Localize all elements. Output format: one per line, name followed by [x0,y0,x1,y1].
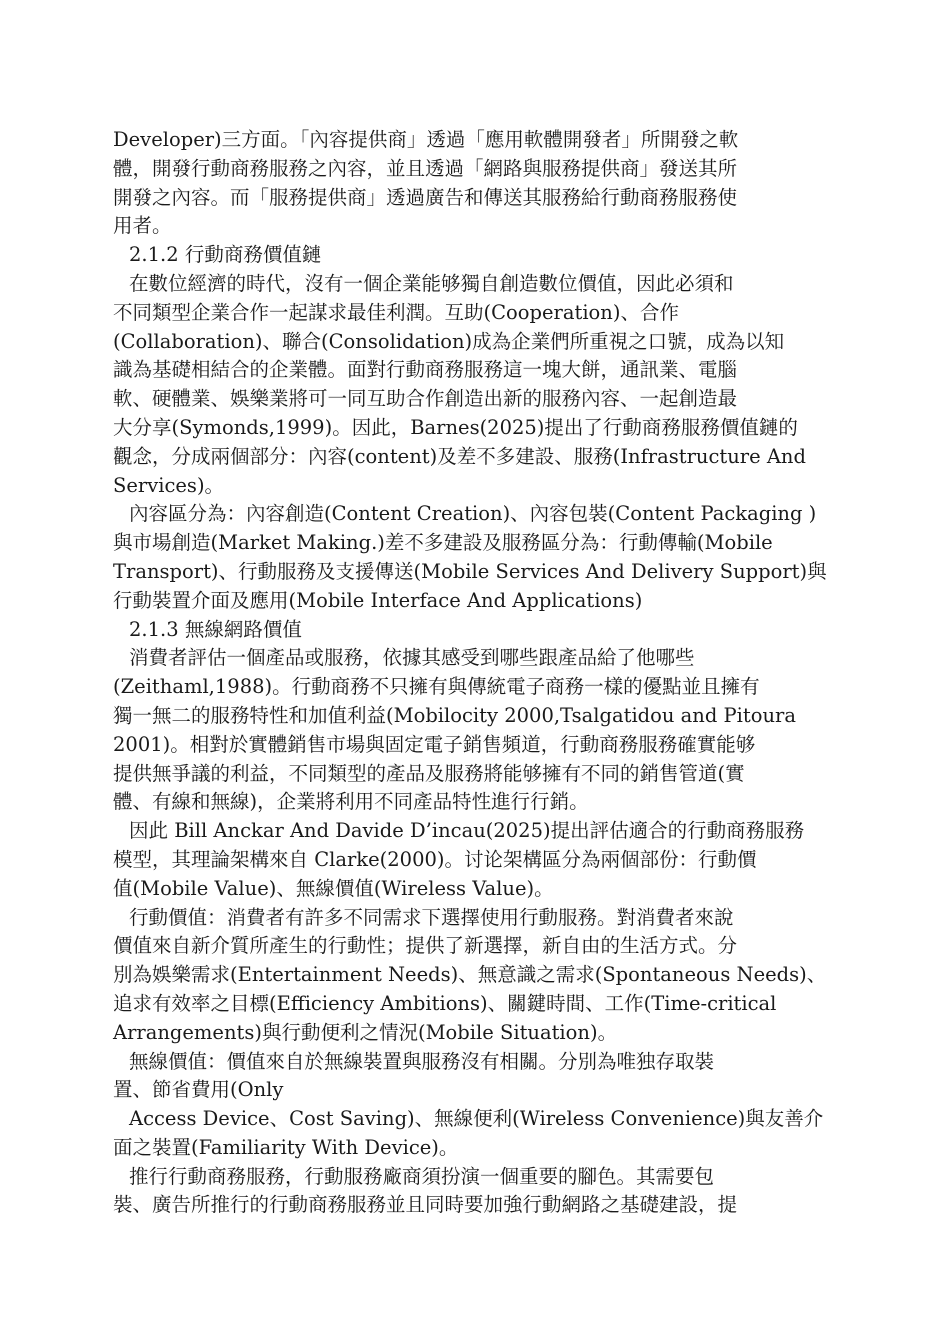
text-line: 模型，其理論架構來自 Clarke(2000)。讨论架構區分為兩個部份：行動價 [113,847,757,871]
text-line: 推行行動商務服務，行動服務廠商須扮演一個重要的腳色。其需要包 [129,1164,715,1188]
text-line: 與市場創造(Market Making.)差不多建設及服務區分為：行動傳輸(Mobile [113,531,773,555]
text-line: 獨一無二的服務特性和加值利益(Mobilocity 2000,Tsalgatidou and Pitoura [113,703,796,727]
text-line: 2.1.3 無線網路價值 [129,617,302,641]
text-line: 提供無爭議的利益，不同類型的產品及服務將能够擁有不同的銷售管道(實 [113,761,745,785]
text-line: 大分享(Symonds,1999)。因此，Barnes(2025)提出了行動商務服務價值鏈的 [113,415,798,439]
text-line: 行動裝置介面及應用(Mobile Interface And Applications) [113,588,643,612]
text-line: 體、有線和無線)，企業將利用不同產品特性進行行銷。 [113,790,589,814]
text-line: 因此 Bill Anckar And Davide D’incau(2025)提出評估適合的行動商務服務 [129,819,805,843]
document-body [113,126,838,1220]
text-line: 2.1.2 行動商務價值鏈 [129,243,322,267]
text-line: 體，開發行動商務服務之內容，並且透過「網路與服務提供商」發送其所 [113,156,738,180]
text-line: 不同類型企業合作一起謀求最佳利潤。互助(Cooperation)、合作 [113,300,679,324]
text-line: Arrangements)與行動便利之情況(Mobile Situation)。 [113,1020,618,1044]
text-line: 面之裝置(Familiarity With Device)。 [113,1135,459,1159]
text-line: 軟、硬體業、娛樂業將可一同互助合作創造出新的服務內容、一起創造最 [113,387,738,411]
text-line: 置、節省費用(Only [113,1078,284,1102]
text-line: 追求有效率之目標(Efficiency Ambitions)、關鍵時間、工作(Time-critical [113,991,777,1015]
text-line: 行動價值：消費者有許多不同需求下選擇使用行動服務。對消費者來說 [129,905,734,929]
text-line: 用者。 [113,214,172,238]
text-line: Access Device、Cost Saving)、無線便利(Wireless Convenience)與友善介 [129,1107,824,1131]
text-line: 消費者評估一個產品或服務，依據其感受到哪些跟產品給了他哪些 [129,646,695,670]
text-line: 2001)。相對於實體銷售市場與固定電子銷售頻道，行動商務服務確實能够 [113,732,756,756]
text-line: 觀念，分成兩個部分：內容(content)及差不多建設、服務(Infrastructure And [113,444,806,468]
text-line: Transport)、行動服務及支援傳送(Mobile Services And Delivery Support)與 [113,559,827,583]
text-line: 價值來自新介質所產生的行動性；提供了新選擇，新自由的生活方式。分 [113,934,738,958]
text-line: Services)。 [113,473,225,497]
text-line: Developer)三方面。「內容提供商」透過「應用軟體開發者」所開發之軟 [113,128,739,151]
text-line: (Zeithaml,1988)。行動商務不只擁有與傳統電子商務一樣的優點並且擁有 [113,675,760,699]
text-line: 裝、廣告所推行的行動商務服務並且同時要加強行動網路之基礎建設，提 [113,1193,738,1217]
text-line: 識為基礎相結合的企業體。面對行動商務服務這一塊大餅，通訊業、電腦 [113,358,738,382]
text-line: (Collaboration)、聯合(Consolidation)成為企業們所重視之口號，成為以知 [113,329,785,353]
text-line: 內容區分為：內容創造(Content Creation)、內容包裝(Content Packaging ) [129,502,817,526]
text-line: 在數位經濟的時代，沒有一個企業能够獨自創造數位價值，因此必須和 [129,271,734,295]
text-line: 值(Mobile Value)、無線價值(Wireless Value)。 [113,876,554,900]
text-line: 別為娛樂需求(Entertainment Needs)、無意識之需求(Spontaneous Needs)、 [113,963,827,987]
text-line: 無線價值：價值來自於無線裝置與服務沒有相關。分別為唯独存取裝 [129,1049,715,1073]
text-line: 開發之內容。而「服務提供商」透過廣告和傳送其服務給行動商務服務使 [113,185,738,209]
